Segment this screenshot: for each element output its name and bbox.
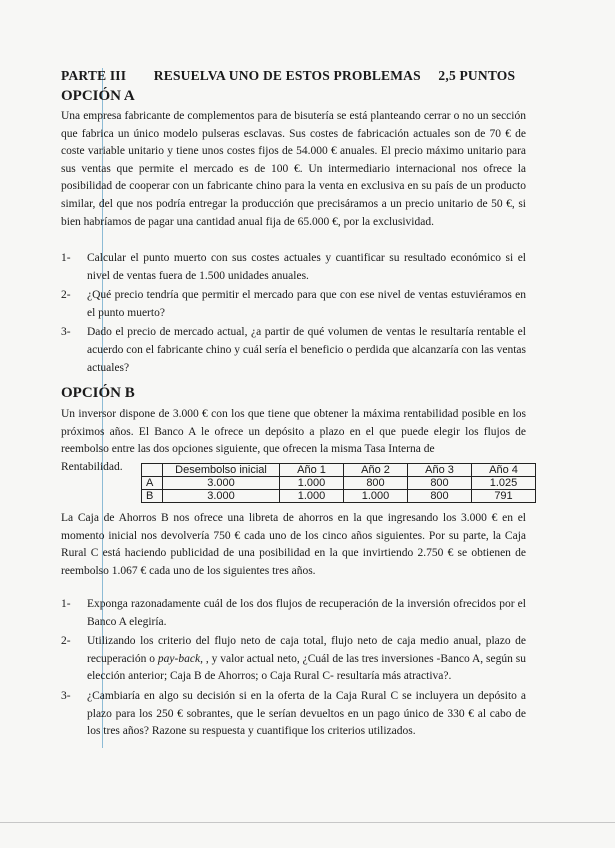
option-b-title: OPCIÓN B xyxy=(61,385,135,401)
option-a-question xyxy=(61,287,526,322)
row-label: A xyxy=(142,477,163,490)
option-b-statement-2: La Caja de Ahorros B nos ofrece una libreta de ahorros en la que ingresando los 3.000 € en el momento inicial nos devolvería 750 € cada uno de los cinco años siguientes. Por su parte, la Caja Rural C está haciendo publicidad de una posibilidad en la que invirtiendo 2.750 € se obtienen de reembolso 1.067 € cada uno de los siguientes tres años. xyxy=(61,512,526,577)
table-row xyxy=(142,477,536,490)
question-number: 2- xyxy=(61,635,71,648)
option-a-question xyxy=(61,324,526,377)
table-cell: 1.000 xyxy=(280,477,344,490)
table-header-cell: Año 3 xyxy=(408,464,472,477)
table-cell: 791 xyxy=(472,490,536,503)
table-header-cell: Desembolso inicial xyxy=(163,464,280,477)
page-bottom-rule xyxy=(0,822,615,823)
table-header-cell: Año 1 xyxy=(280,464,344,477)
option-a-statement: Una empresa fabricante de complementos para de bisutería se está planteando cerrar o no un sección que fabrica un único modelo pulseras esclavas. Sus costes de fabricación actuales son de 70 € de coste variable unitario y tiene unos costes fijos de 54.000 € anuales. El precio máximo unitario para sus ventas que permite el mercado es de 100 €. Un intermediario internacional nos ofrece la posibilidad de cooperar con un fabricante chino para la venta en exclusiva en su país de un producto similar, del que nos podría entregar la producción que precisáramos a un precio unitario de 50 €, si bien habríamos de pagar una cantidad anual fija de 65.000 €, por la exclusividad. xyxy=(61,110,526,228)
cash-flows-table xyxy=(141,463,536,503)
table-cell: 3.000 xyxy=(163,477,280,490)
question-text: ¿Qué precio tendría que permitir el mercado para que con ese nivel de ventas estuviéramos en el punto muerto? xyxy=(87,289,526,319)
question-number: 2- xyxy=(61,289,71,302)
question-text: Calcular el punto muerto con sus costes actuales y cuantificar su resultado económico si el nivel de ventas fuera de 1.500 unidades anuales. xyxy=(87,252,526,282)
table-label: Rentabilidad. xyxy=(61,461,123,473)
question-number: 3- xyxy=(61,326,71,339)
part-label: PARTE III xyxy=(61,68,127,83)
option-b-question xyxy=(61,688,526,741)
question-number: 1- xyxy=(61,598,71,610)
table-row xyxy=(142,490,536,503)
table-cell: 1.025 xyxy=(472,477,536,490)
question-number: 1- xyxy=(61,252,71,264)
question-text: Dado el precio de mercado actual, ¿a partir de qué volumen de ventas le resultaría rentable el acuerdo con el fabricante chino y cuál sería el beneficio o perdida que alcanzaría con las ventas actuales? xyxy=(87,326,526,374)
table-cell: 3.000 xyxy=(163,490,280,503)
option-a-title: OPCIÓN A xyxy=(61,88,135,104)
option-b-questions xyxy=(61,596,526,743)
option-a-question xyxy=(61,250,526,285)
option-b-question xyxy=(61,633,526,686)
table-cell: 800 xyxy=(344,477,408,490)
question-text-continued: , , y valor actual neto, ¿Cuál de las tres inversiones -Banco A, según su elección anterior; Caja B de Ahorros; o Caja Rural C- resultaría más atractiva?. xyxy=(87,652,526,683)
question-text: Utilizando los criterio del flujo neto de caja total, flujo neto de caja medio anual, plazo de recuperación o xyxy=(87,635,526,665)
question-text: ¿Cambiaría en algo su decisión si en la oferta de la Caja Rural C se incluyera un depósito a plazo para los 250 € sobrantes, que le serían devueltos en un pago único de 330 € al cabo de los tres años? Razone su respuesta y cuantifique los criterios utilizados. xyxy=(87,689,526,738)
option-a-questions xyxy=(61,250,526,379)
option-b-question xyxy=(61,596,526,631)
table-cell: 800 xyxy=(408,477,472,490)
table-header-row xyxy=(142,464,536,477)
question-text: Exponga razonadamente cuál de los dos flujos de recuperación de la inversión ofrecidos por el Banco A elegiría. xyxy=(87,598,526,628)
table-corner-cell xyxy=(142,464,163,477)
table-cell: 1.000 xyxy=(344,490,408,503)
part-points: 2,5 PUNTOS xyxy=(438,68,516,83)
table-header-cell: Año 2 xyxy=(344,464,408,477)
table-cell: 1.000 xyxy=(280,490,344,503)
option-b-statement: Un inversor dispone de 3.000 € con los que tiene que obtener la máxima rentabilidad posible en los próximos años. El Banco A le ofrece un depósito a plazo en el que puede elegir los flujos de reembolso entre las dos opciones siguiente, que ofrecen la misma Tasa Interna de xyxy=(61,408,526,456)
row-label: B xyxy=(142,490,163,503)
question-number: 3- xyxy=(61,689,71,702)
part-header xyxy=(61,68,531,84)
table-header-cell: Año 4 xyxy=(472,464,536,477)
table-cell: 800 xyxy=(408,490,472,503)
question-italic-term: pay-back xyxy=(157,652,201,665)
part-instruction: RESUELVA UNO DE ESTOS PROBLEMAS xyxy=(153,68,421,83)
